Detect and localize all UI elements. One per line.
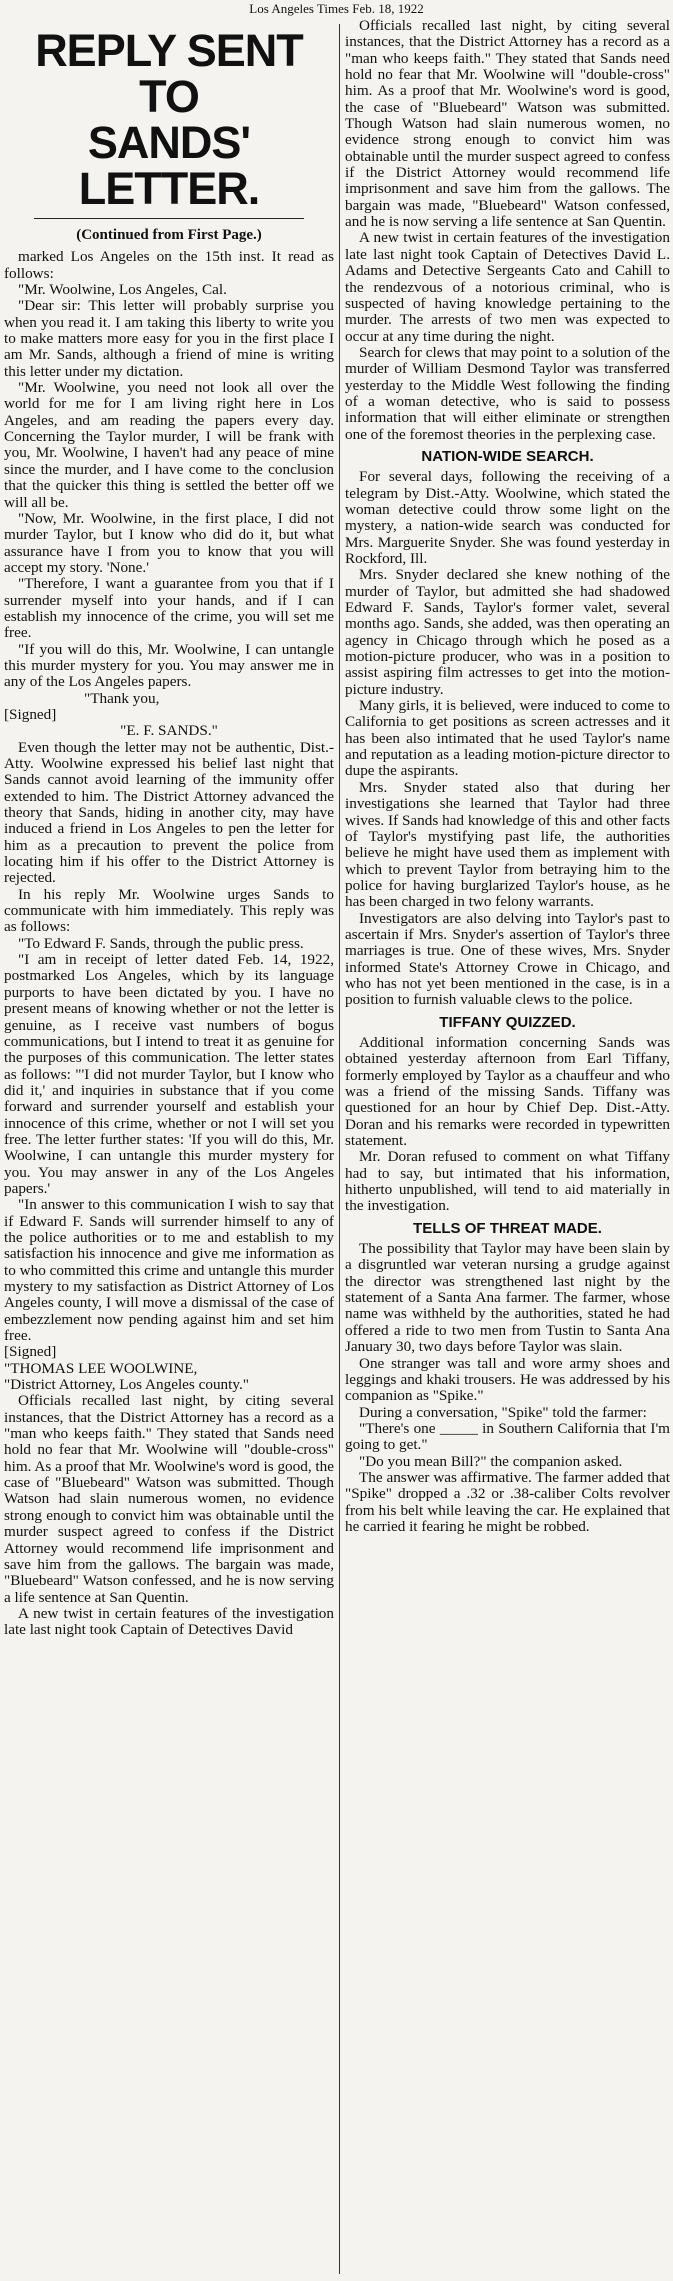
paragraph: Officials recalled last night, by citing several instances, that the District Attorney has a record as a "man who keeps faith." They stated that Sands need hold no fear that Mr. Woolwine will "double-cross" him. As a proof that Mr. Woolwine's word is good, the case of "Bluebeard" Watson was submitted. Though Watson had slain numerous women, no evidence strong enough to convict him was obtainable until the murder suspect agreed to confess if the District Attorney would recommend life imprisonment and save him from the gallows. The bargain was made, "Bluebeard" Watson confessed, and he is now serving a life sentence at San Quentin.: [4, 1392, 334, 1606]
signed-label: [Signed]: [4, 1343, 57, 1361]
paragraph: Mrs. Snyder stated also that during her investigations she learned that Taylor had three wives. If Sands had knowledge of this and other facts of Taylor's mystifying past life, the authorities believe he might have used them as implement with which to prevent Taylor from betraying him to the police for having burglarized Taylor's house, as he has been charged in two felony warrants.: [345, 778, 670, 911]
paragraph: One stranger was tall and wore army shoes and leggings and khaki trousers. He was addressed by his companion as "Spike.": [345, 1354, 670, 1405]
subheading-nation-wide-search: NATION-WIDE SEARCH.: [421, 447, 594, 465]
paragraph: "If you will do this, Mr. Woolwine, I can untangle this murder mystery for you. You may answer me in any of the Los Angeles papers.: [4, 640, 334, 691]
paragraph: "There's one _____ in Southern California that I'm going to get.": [345, 1419, 670, 1454]
paragraph: "Now, Mr. Woolwine, in the first place, I did not murder Taylor, but I know who did do it, but what assurance have I from you to know that you will accept my story. 'None.': [4, 509, 334, 576]
paragraph: Mr. Doran refused to comment on what Tiffany had to say, but intimated that his information, hitherto unpublished, will tend to aid materially in the investigation.: [345, 1148, 670, 1215]
paragraph: "Therefore, I want a guarantee from you that if I surrender myself into your hands, and if I can establish my innocence of the crime, you will set me free.: [4, 575, 334, 642]
paragraph: In his reply Mr. Woolwine urges Sands to communicate with him immediately. This reply was as follows:: [4, 885, 334, 936]
paragraph: Additional information concerning Sands was obtained yesterday afternoon from Earl Tiffany, formerly employed by Taylor as a chauffeur and who was a friend of the missing Sands. Tiffany was questioned for an hour by Chief Dep. Dist.-Atty. Doran and his remarks were recorded in typewritten statement.: [345, 1033, 670, 1150]
paragraph: "In answer to this communication I wish to say that if Edward F. Sands will surrender himself to any of the police authorities or to me and establish to my satisfaction his innocence and give me information as to who committed this crime and untangle this murder mystery to my satisfaction as District Attorney of Los Angeles county, I will move a dismissal of the case of embezzlement now pending against him and set him free.: [4, 1196, 334, 1345]
paragraph: Search for clews that may point to a solution of the murder of William Desmond Taylor was transferred yesterday to the Middle West following the finding of a woman detective, who is said to possess information that will either eliminate or strengthen one of the foremost theories in the perplexing case.: [345, 343, 670, 443]
headline-rule: [34, 218, 304, 219]
paragraph: "I am in receipt of letter dated Feb. 14, 1922, postmarked Los Angeles, which by its language purports to have been dictated by you. I have no present means of knowing whether or not the letter is genuine, as I receive vast numbers of bogus communications, but I intend to treat it as genuine for the purposes of this communication. The letter states as follows: "'I did not murder Taylor, but I know who did it,' and inquiries in substance that if you come forward and surrender yourself and establish your innocence of this crime, whether or not I will set you free. The letter further states: 'If you will do this, Mr. Woolwine, I can untangle this murder mystery for you. You may answer in any of the Los Angeles papers.': [4, 951, 334, 1197]
paragraph: Investigators are also delving into Taylor's past to ascertain if Mrs. Snyder's assertion of Taylor's three marriages is true. One of these wives, Mrs. Snyder informed State's Attorney Crowe in Chicago, and who has not yet been mentioned in the case, is in a position to furnish valuable clews to the police.: [345, 909, 670, 1009]
paragraph: The possibility that Taylor may have been slain by a disgruntled war veteran nursing a grudge against the director was strengthened last night by the statement of a Santa Ana farmer. The farmer, whose name was withheld by the authorities, stated he had offered a ride to two men from Tustin to Santa Ana January 30, two days before Taylor was slain.: [345, 1240, 670, 1356]
paragraph: Officials recalled last night, by citing several instances, that the District Attorney has a record as a "man who keeps faith." They stated that Sands need hold no fear that Mr. Woolwine will "double-cross" him. As a proof that Mr. Woolwine's word is good, the case of "Bluebeard" Watson was submitted. Though Watson had slain numerous women, no evidence strong enough to convict him was obtainable until the murder suspect agreed to confess if the District Attorney would recommend life imprisonment and save him from the gallows. The bargain was made, "Bluebeard" Watson confessed, and he is now serving a life sentence at San Quentin.: [345, 18, 670, 231]
paragraph: A new twist in certain features of the investigation late last night took Captain of Detectives David L. Adams and Detective Sergeants Cato and Cahill to the rendezvous of a notorious criminal, who is suspected of having knowledge pertaining to the murder. The arrests of two men was expected to occur at any time during the night.: [345, 229, 670, 345]
paragraph: "To Edward F. Sands, through the public press.: [18, 934, 304, 952]
signature: "THOMAS LEE WOOLWINE,: [4, 1359, 198, 1377]
subheading-tells-of-threat: TELLS OF THREAT MADE.: [413, 1219, 602, 1237]
left-column: [4, 18, 334, 2278]
right-column: [345, 18, 670, 2278]
paragraph: Even though the letter may not be authentic, Dist.-Atty. Woolwine expressed his belief last night that Sands cannot avoid learning of the immunity offer extended to him. The District Attorney advanced the theory that Sands, hiding in another city, may have induced a friend in Los Angeles to pen the letter for him as a precaution to prevent the police from locating him if his offer to the District Attorney is rejected.: [4, 738, 334, 887]
headline-line-2: SANDS' LETTER.: [78, 117, 260, 214]
signature-title: "District Attorney, Los Angeles county.": [4, 1376, 249, 1394]
paragraph: The answer was affirmative. The farmer added that "Spike" dropped a .32 or .38-caliber Colts revolver from his belt while leaving the car. He explained that he carried it fearing he might be robbed.: [345, 1468, 670, 1535]
headline: [4, 25, 334, 214]
paragraph: "Mr. Woolwine, you need not look all over the world for me for I am living right here in Los Angeles, and am reading the papers every day. Concerning the Taylor murder, I will be frank with you, Mr. Woolwine, I haven't had any peace of mine since the murder, and I have come to the conclusion that the quicker this thing is settled the better off we will all be.: [4, 379, 334, 511]
paragraph: Many girls, it is believed, were induced to come to California to get positions as screen actresses and it has been also intimated that he used Taylor's name and reputation as a leading motion-picture director to dupe the aspirants.: [345, 697, 670, 780]
signed-label: [Signed]: [4, 705, 57, 723]
paragraph: During a conversation, "Spike" told the farmer:: [359, 1403, 647, 1421]
column-rule: [339, 24, 340, 2274]
masthead: Los Angeles Times Feb. 18, 1922: [249, 1, 424, 16]
signature: "E. F. SANDS.": [120, 722, 218, 740]
headline-line-1: REPLY SENT TO: [35, 25, 303, 122]
paragraph: marked Los Angeles on the 15th inst. It read as follows:: [4, 248, 334, 282]
subheading-tiffany-quizzed: TIFFANY QUIZZED.: [439, 1013, 576, 1031]
paragraph: A new twist in certain features of the investigation late last night took Captain of Detectives David: [4, 1604, 334, 1639]
paragraph: "Do you mean Bill?" the companion asked.: [359, 1452, 623, 1470]
paragraph: "Dear sir: This letter will probably surprise you when you read it. I am taking this liberty to write you to make matters more easy for you in the first place I am Mr. Sands, although a friend of mine is writing this letter under my dictation.: [4, 297, 334, 380]
paragraph: Mrs. Snyder declared she knew nothing of the murder of Taylor, but admitted she had shadowed Edward F. Sands, Taylor's former valet, several months ago. Sands, she added, was then operating an agency in Chicago through which he posed as a motion-picture producer, who was in a position to assist aspiring film actresses to get into the motion-picture industry.: [345, 566, 670, 698]
closing-line: "Thank you,: [84, 689, 160, 707]
continued-note: (Continued from First Page.): [76, 227, 262, 243]
paragraph: For several days, following the receiving of a telegram by Dist.-Atty. Woolwine, which stated the woman detective could throw some light on the mystery, a nation-wide search was conducted for Mrs. Marguerite Snyder. She was found yesterday in Rockford, Ill.: [345, 468, 670, 567]
paragraph: "Mr. Woolwine, Los Angeles, Cal.: [18, 281, 227, 299]
